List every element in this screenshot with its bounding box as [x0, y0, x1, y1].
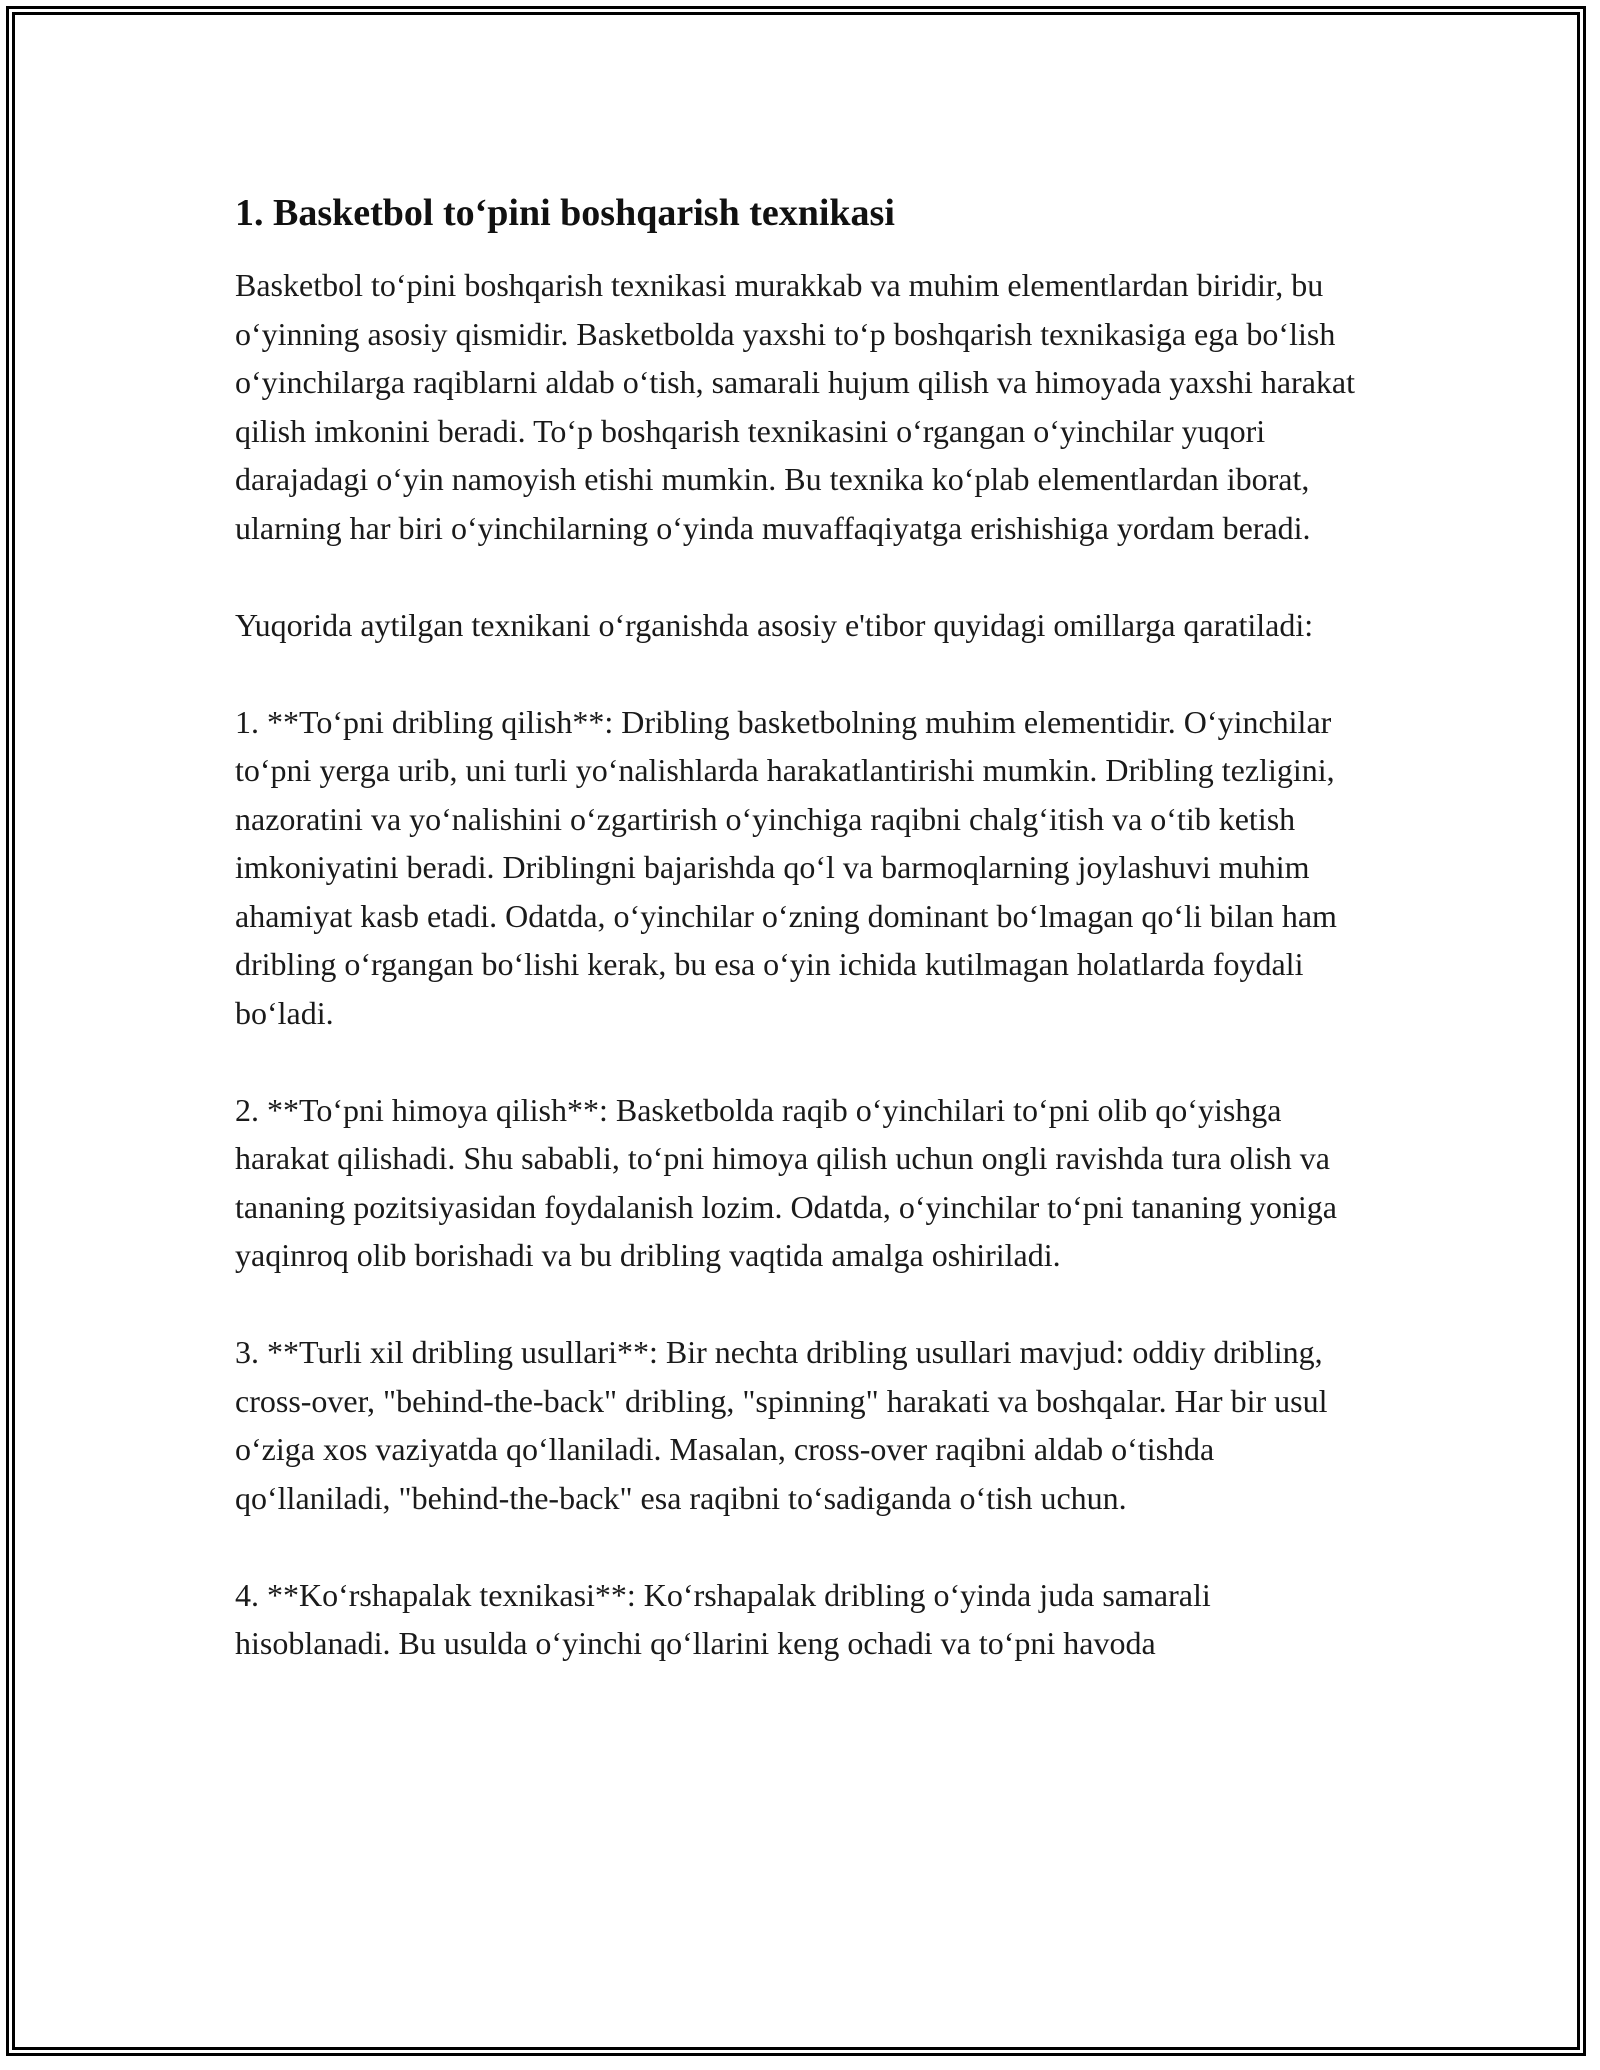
list-item-dribbling: 1. **To‘pni dribling qilish**: Dribling basketbolning muhim elementidir. O‘yinchilar to‘pni yerga urib, uni turli yo‘nalishlarda harakatlantirishi mumkin. Dribling tezligini, nazoratini va yo‘nalishini o‘zgartirish o‘yinchiga raqibni chalg‘itish va o‘tib ketish imkoniyatini beradi. Driblingni bajarishda qo‘l va barmoqlarning joylashuvi muhim ahamiyat kasb etadi. Odatda, o‘yinchilar o‘zning dominant bo‘lmagan qo‘li bilan ham dribling o‘rgangan bo‘lishi kerak, bu esa o‘yin ichida kutilmagan holatlarda foydali bo‘ladi.: [235, 703, 1337, 1031]
intro-paragraph: Basketbol to‘pini boshqarish texnikasi murakkab va muhim elementlardan biridir, bu o‘yinning asosiy qismidir. Basketbolda yaxshi to‘p boshqarish texnikasiga ega bo‘lish o‘yinchilarga raqiblarni aldab o‘tish, samarali hujum qilish va himoyada yaxshi harakat qilish imkonini beradi. To‘p boshqarish texnikasini o‘rgangan o‘yinchilar yuqori darajadagi o‘yin namoyish etishi mumkin. Bu texnika ko‘plab elementlardan iborat, ularning har biri o‘yinchilarning o‘yinda muvaffaqiyatga erishishiga yordam beradi.: [235, 267, 1355, 546]
focus-paragraph: Yuqorida aytilgan texnikani o‘rganishda asosiy e'tibor quyidagi omillarga qaratiladi:: [235, 606, 1314, 643]
list-item-ball-protection: 2. **To‘pni himoya qilish**: Basketbolda raqib o‘yinchilari to‘pni olib qo‘yishga harakat qilishadi. Shu sababli, to‘pni himoya qilish uchun ongli ravishda tura olish va tananing pozitsiyasidan foydalanish lozim. Odatda, o‘yinchilar to‘pni tananing yoniga yaqinroq olib borishadi va bu dribling vaqtida amalga oshiriladi.: [235, 1091, 1337, 1273]
document-body: [235, 185, 1370, 1668]
list-item-bat-technique: 4. **Ko‘rshapalak texnikasi**: Ko‘rshapalak dribling o‘yinda juda samarali hisoblanadi. Bu usulda o‘yinchi qo‘llarini keng ochadi va to‘pni havoda: [235, 1576, 1211, 1661]
list-item-dribbling-methods: 3. **Turli xil dribling usullari**: Bir nechta dribling usullari mavjud: oddiy dribling, cross-over, "behind-the-back" dribling, "spinning" harakati va boshqalar. Har bir usul o‘ziga xos vaziyatda qo‘llaniladi. Masalan, cross-over raqibni aldab o‘tishda qo‘llaniladi, "behind-the-back" esa raqibni to‘sadiganda o‘tish uchun.: [235, 1334, 1328, 1516]
section-heading: 1. Basketbol to‘pini boshqarish texnikasi: [235, 192, 895, 234]
